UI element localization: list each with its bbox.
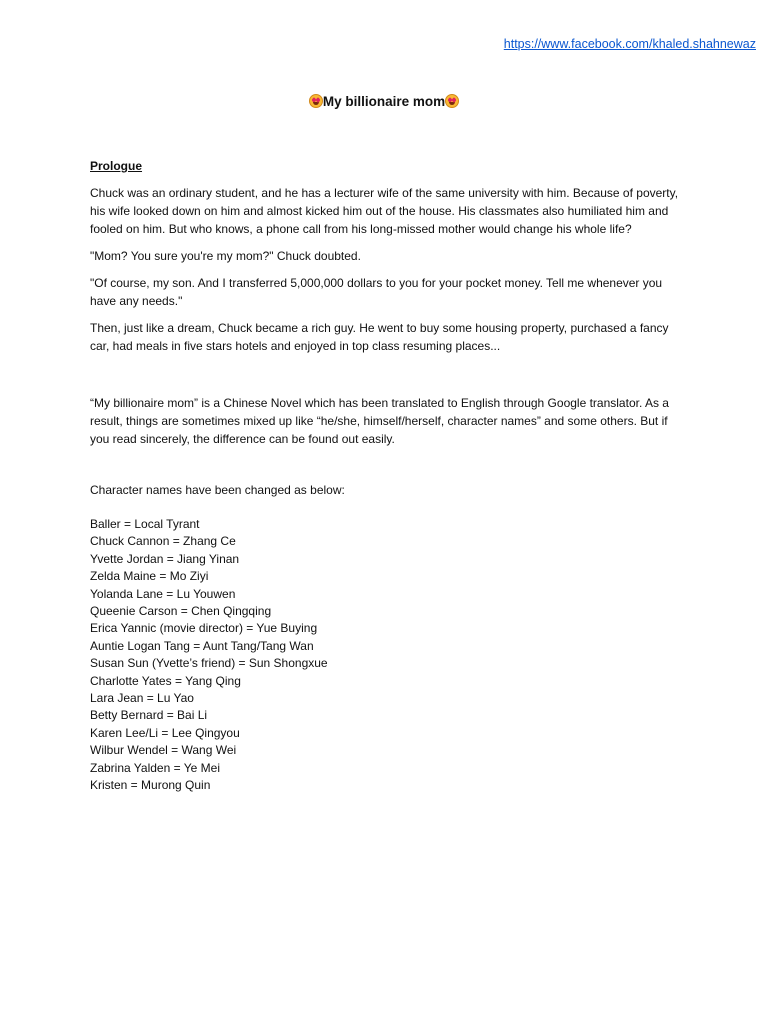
- list-item: Karen Lee/Li = Lee Qingyou: [90, 725, 240, 740]
- facebook-link[interactable]: https://www.facebook.com/khaled.shahnewaz: [503, 37, 756, 51]
- heart-eyes-emoji-icon: [445, 94, 459, 108]
- prologue-paragraph: Then, just like a dream, Chuck became a rich guy. He went to buy some housing property, purchased a fancy car, had meals in five stars hotels and enjoyed in top class resuming places...: [90, 321, 669, 353]
- document-body: [90, 157, 690, 795]
- prologue-heading: Prologue: [90, 159, 143, 173]
- spacer: [90, 457, 690, 481]
- names-intro: Character names have been changed as below:: [90, 483, 345, 497]
- list-item: Kristen = Murong Quin: [90, 778, 211, 793]
- list-item: Yvette Jordan = Jiang Yinan: [90, 551, 240, 566]
- list-item: Wilbur Wendel = Wang Wei: [90, 743, 237, 758]
- list-item: Queenie Carson = Chen Qingqing: [90, 604, 272, 619]
- list-item: Zelda Maine = Mo Ziyi: [90, 569, 209, 584]
- translation-note: “My billionaire mom” is a Chinese Novel which has been translated to English through Google translator. As a result, things are sometimes mixed up like “he/she, himself/herself, character names” and some others. But if you read sincerely, the difference can be found out easily.: [90, 396, 669, 446]
- list-item: Baller = Local Tyrant: [90, 517, 200, 531]
- list-item: Susan Sun (Yvette’s friend) = Sun Shongxue: [90, 656, 328, 671]
- list-item: Zabrina Yalden = Ye Mei: [90, 760, 220, 775]
- heart-eyes-emoji-icon: [309, 94, 323, 108]
- title-text: My billionaire mom: [322, 94, 446, 109]
- character-names-list: [90, 516, 690, 795]
- list-item: Betty Bernard = Bai Li: [90, 708, 208, 723]
- list-item: Erica Yannic (movie director) = Yue Buying: [90, 621, 318, 636]
- list-item: Auntie Logan Tang = Aunt Tang/Tang Wan: [90, 638, 314, 653]
- page-title: [0, 94, 768, 109]
- prologue-paragraph: Chuck was an ordinary student, and he has a lecturer wife of the same university with him. Because of poverty, his wife looked down on him and almost kicked him out of the house. His classmates also humiliated him and fooled on him. But who knows, a phone call from his long-missed mother would change his whole life?: [90, 186, 679, 236]
- prologue-paragraph: "Of course, my son. And I transferred 5,000,000 dollars to you for your pocket money. Tell me whenever you have any needs.": [90, 276, 663, 308]
- list-item: Yolanda Lane = Lu Youwen: [90, 586, 236, 601]
- prologue-paragraph: "Mom? You sure you're my mom?" Chuck doubted.: [90, 249, 361, 263]
- spacer: [90, 364, 690, 394]
- list-item: Lara Jean = Lu Yao: [90, 691, 194, 706]
- list-item: Chuck Cannon = Zhang Ce: [90, 534, 236, 549]
- list-item: Charlotte Yates = Yang Qing: [90, 673, 241, 688]
